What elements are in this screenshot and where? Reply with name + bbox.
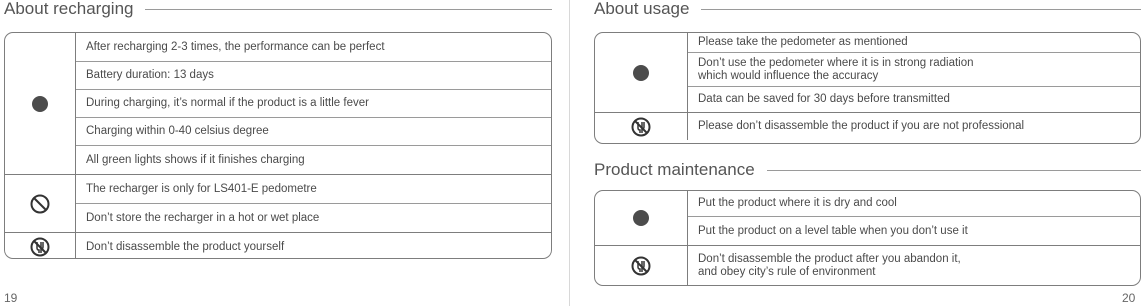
icon-cell bbox=[5, 175, 76, 232]
row-text: which would influence the accuracy bbox=[698, 69, 879, 82]
no-disassembly-icon bbox=[29, 236, 51, 258]
row-text: Please take the pedometer as mentioned bbox=[698, 36, 908, 48]
row-text: Battery duration: 13 days bbox=[86, 69, 214, 81]
no-disassembly-icon bbox=[630, 255, 652, 277]
row-text: Don’t use the pedometer where it is in strong radiation bbox=[698, 56, 974, 69]
icon-cell bbox=[5, 233, 76, 259]
table-row bbox=[688, 246, 1140, 286]
table-row bbox=[688, 53, 1140, 87]
row-text: Please don’t disassemble the product if you are not professional bbox=[698, 120, 1025, 132]
table-row bbox=[688, 113, 1140, 140]
about-recharging-heading: About recharging bbox=[4, 0, 552, 18]
filled-dot-icon bbox=[32, 96, 48, 112]
icon-cell bbox=[595, 113, 688, 140]
table-group bbox=[595, 113, 1140, 140]
table-row bbox=[76, 118, 551, 146]
usage-table bbox=[594, 32, 1141, 144]
filled-dot-icon bbox=[633, 65, 649, 81]
table-group bbox=[5, 175, 551, 233]
filled-dot-icon bbox=[633, 210, 649, 226]
table-row bbox=[76, 175, 551, 204]
table-group bbox=[595, 246, 1140, 286]
heading-rule bbox=[145, 9, 552, 10]
icon-cell bbox=[5, 33, 76, 174]
row-text: Charging within 0-40 celsius degree bbox=[86, 125, 269, 137]
recharging-table bbox=[4, 32, 552, 259]
table-row bbox=[688, 87, 1140, 112]
table-row bbox=[688, 217, 1140, 245]
table-group bbox=[5, 233, 551, 259]
page-divider bbox=[569, 0, 570, 306]
row-text: Put the product on a level table when you don’t use it bbox=[698, 224, 968, 237]
icon-cell bbox=[595, 246, 688, 286]
no-disassembly-icon bbox=[630, 116, 652, 138]
row-text: Don’t disassemble the product after you abandon it, bbox=[698, 253, 961, 265]
table-row bbox=[688, 33, 1140, 53]
page-number-right: 20 bbox=[1122, 291, 1136, 305]
prohibited-icon bbox=[29, 193, 51, 215]
icon-cell bbox=[595, 191, 688, 245]
icon-cell bbox=[595, 33, 688, 112]
page-number-left: 19 bbox=[4, 291, 18, 305]
heading-rule bbox=[701, 9, 1141, 10]
table-group bbox=[595, 191, 1140, 246]
row-text: Don’t disassemble the product yourself bbox=[86, 240, 285, 253]
row-text: and obey city’s rule of environment bbox=[698, 266, 876, 278]
row-text: After recharging 2-3 times, the performance can be perfect bbox=[86, 40, 385, 53]
table-group bbox=[595, 33, 1140, 113]
product-maintenance-heading: Product maintenance bbox=[594, 161, 1141, 179]
table-row bbox=[76, 62, 551, 90]
row-text: Don’t store the recharger in a hot or wet place bbox=[86, 211, 320, 224]
maintenance-table bbox=[594, 190, 1141, 286]
about-usage-heading: About usage bbox=[594, 0, 1141, 18]
table-row bbox=[688, 191, 1140, 217]
row-text: During charging, it’s normal if the product is a little fever bbox=[86, 97, 369, 109]
row-text: Put the product where it is dry and cool bbox=[698, 197, 897, 209]
table-row bbox=[76, 90, 551, 118]
table-row bbox=[76, 33, 551, 62]
table-row bbox=[76, 233, 551, 259]
row-text: The recharger is only for LS401-E pedometre bbox=[86, 182, 317, 195]
heading-rule bbox=[767, 170, 1141, 171]
table-row bbox=[76, 146, 551, 174]
row-text: Data can be saved for 30 days before transmitted bbox=[698, 93, 950, 105]
table-row bbox=[76, 204, 551, 232]
row-text: All green lights shows if it finishes charging bbox=[86, 153, 305, 166]
table-group bbox=[5, 33, 551, 175]
